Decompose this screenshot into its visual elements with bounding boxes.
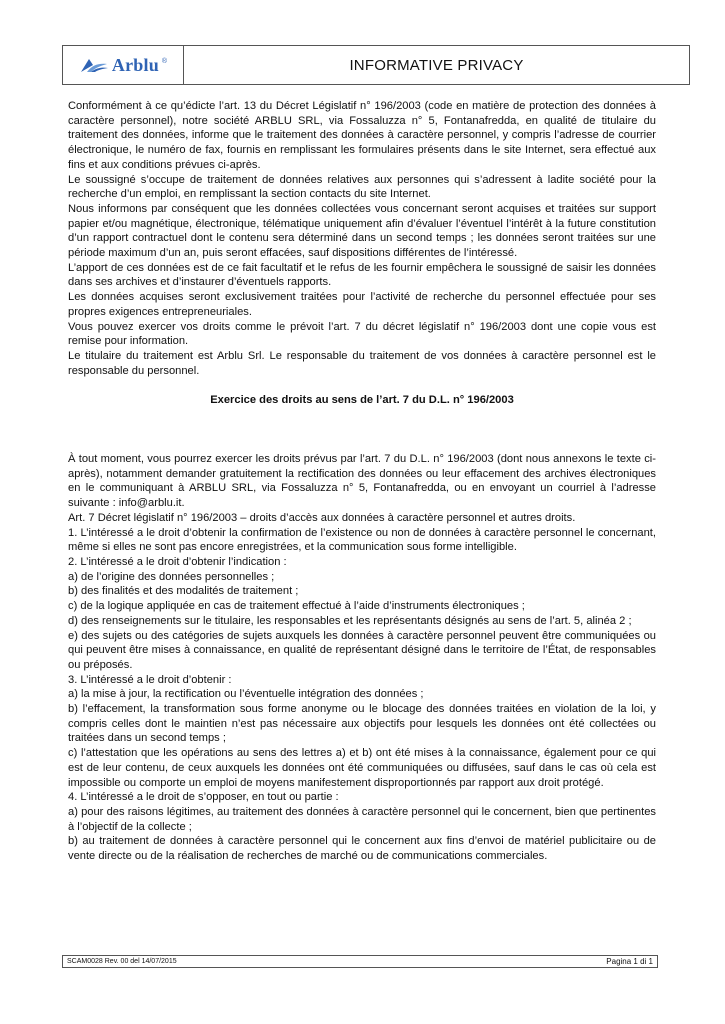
paragraph-processing: Nous informons par conséquent que les données collectées vous concernant seront acquises et traitées sur support papier et/ou magnétique, électronique, télématique uniquement afin d’évaluer l’éventuel l’intérêt à la future constitution d’un rapport contractuel dont le contenu sera déterminé dans un second temps ; les données seront traitées sur une période maximum d’un an, puis seront effacées, sauf dispositions différentes de l’intéressé.	[68, 202, 656, 260]
arblu-wave-icon	[79, 56, 109, 74]
rights-list-item: b) au traitement de données à caractère personnel qui le concernent aux fins d’envoi de matériel publicitaire ou de vente directe ou de la réalisation de recherches de marché ou de communications commerciales.	[68, 835, 656, 863]
rights-list-item: a) pour des raisons légitimes, au traitement des données à caractère personnel qui le concernent, bien que pertinentes à l’objectif de la collecte ;	[68, 805, 656, 833]
rights-paragraph: 2. L’intéressé a le droit d’obtenir l’indication :	[68, 555, 287, 568]
rights-list-item: b) des finalités et des modalités de traitement ;	[68, 585, 299, 598]
rights-list-item: d) des renseignements sur le titulaire, les responsables et les représentants désignés au sens de l’art. 5, alinéa 2 ;	[68, 614, 632, 627]
rights-list-item: e) des sujets ou des catégories de sujets auxquels les données à caractère personnel peuvent être communiquées ou qui peuvent être mises à connaissance, en qualité de représentant désigné dans le territoire de l’État, de responsables ou préposés.	[68, 629, 656, 671]
paragraph-purpose: Le soussigné s’occupe de traitement de données relatives aux personnes qui s’adressent à ladite société pour la recherche d’un emploi, en remplissant la section contacts du site Internet.	[68, 173, 656, 201]
paragraph-optional: L’apport de ces données est de ce fait facultatif et le refus de les fournir empêchera le soussigné de saisir les données dans ses archives et d’instaurer d’éventuels rapports.	[68, 261, 656, 289]
document-footer	[62, 955, 658, 968]
rights-list-item: c) l’attestation que les opérations au sens des lettres a) et b) ont été mises à la connaissance, également pour ce qui est de leur contenu, de ceux auxquels les données ont été communiquées ou diffusées, sauf dans le cas où cela est impossible ou comporte un emploi de moyens manifestement disproportionnés par rapport aux droit protégé.	[68, 747, 656, 789]
company-logo	[63, 46, 184, 84]
page-number: Pagina 1 di 1	[606, 957, 653, 966]
paragraph-use: Les données acquises seront exclusivement traitées pour l’activité de recherche du personnel effectuée pour ses propres exigences entrepreneuriales.	[68, 291, 656, 318]
document-title: INFORMATIVE PRIVACY	[349, 56, 524, 74]
logo-registered-mark: ®	[161, 58, 168, 65]
rights-paragraph: À tout moment, vous pourrez exercer les droits prévus par l’art. 7 du D.L. n° 196/2003 (dont nous annexons le texte ci-après), notamment demander gratuitement la rectification des données ou leur effacement des archives électroniques en le communiquant à ARBLU SRL, via Fossaluzza n° 5, Fontanafredda, ou en envoyant un courriel à l’adresse suivante : info@arblu.it.	[68, 453, 656, 510]
paragraph-rights-ref: Vous pouvez exercer vos droits comme le prévoit l’art. 7 du décret législatif n° 196/2003 dont une copie vous est remise pour information.	[68, 320, 656, 348]
document-code: SCAM0028 Rev. 00 del 14/07/2015	[67, 958, 177, 965]
logo-text: Arblu	[111, 54, 159, 75]
section-subtitle: Exercice des droits au sens de l’art. 7 du D.L. n° 196/2003	[210, 394, 514, 407]
rights-paragraph: 1. L’intéressé a le droit d’obtenir la confirmation de l’existence ou non de données à caractère personnel le concernant, même si elles ne sont pas encore enregistrées, et la communication sous forme intelligible.	[68, 526, 656, 554]
rights-list-item: c) de la logique appliquée en cas de traitement effectué à l’aide d’instruments électroniques ;	[68, 600, 525, 613]
paragraph-intro: Conformément à ce qu’édicte l’art. 13 du Décret Législatif n° 196/2003 (code en matière de protection des données à caractère personnel), notre société ARBLU SRL, via Fossaluzza n° 5, Fontanafredda, en qualité de titulaire du traitement des données, informe que le traitement des données à caractère personnel, y compris l’adresse de courrier électronique, le numéro de fax, fournis en remplissant les formulaires présents dans le site Internet, sera effectué aux fins et aux conditions prévues ci-après.	[68, 100, 656, 171]
rights-paragraph: Art. 7 Décret législatif n° 196/2003 – droits d’accès aux données à caractère personnel et autres droits.	[68, 511, 576, 524]
rights-paragraph: 3. L’intéressé a le droit d’obtenir :	[68, 673, 232, 686]
paragraph-controller: Le titulaire du traitement est Arblu Srl. Le responsable du traitement de vos données à caractère personnel est le responsable du personnel.	[68, 349, 656, 377]
document-header	[62, 45, 690, 85]
document-body	[68, 99, 656, 864]
rights-list-item: a) la mise à jour, la rectification ou l’éventuelle intégration des données ;	[68, 688, 424, 701]
rights-paragraph: 4. L’intéressé a le droit de s’opposer, en tout ou partie :	[68, 791, 339, 804]
rights-list-item: b) l’effacement, la transformation sous forme anonyme ou le blocage des données traitées en violation de la loi, y compris celles dont le maintien n’est pas nécessaire aux objectifs pour lesquels les données ont été collectées ou traitées dans un second temps ;	[68, 703, 656, 745]
rights-list-item: a) de l’origine des données personnelles ;	[68, 570, 275, 583]
